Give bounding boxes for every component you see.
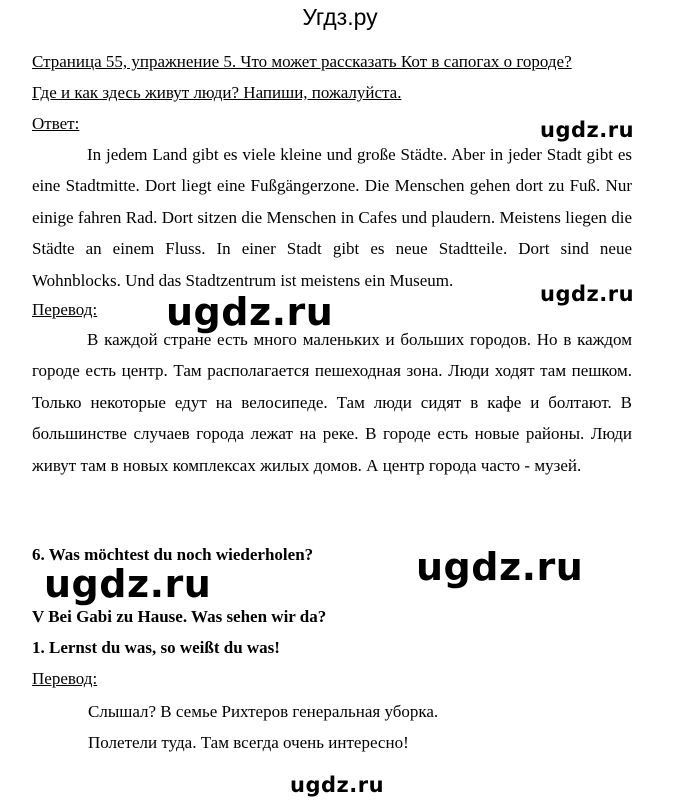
translation2-line-2: Полетели туда. Там всегда очень интересно! [88,733,409,752]
watermark-6: ugdz.ru [290,773,385,797]
task-line-1: Страница 55, упражнение 5. Что может рассказать Кот в сапогах о городе? [32,52,572,71]
translation-text: В каждой стране есть много маленьких и больших городов. Но в каждом городе есть центр. Там располагается пешеходная зона. Люди ходят там пешком. Только некоторые едут на велосипеде. Там люди сидят в кафе и болтают. В большинстве случаев города лежат на реке. В городе есть новые районы. Люди живут там в новых комплексах жилых домов. А центр города часто - музей. [32,330,632,475]
watermark-4: ugdz.ru [416,545,584,589]
watermark-2: ugdz.ru [540,282,635,306]
watermark-5: ugdz.ru [44,562,212,606]
task-line-2: Где и как здесь живут люди? Напиши, пожалуйста. [32,83,402,102]
translation-label: Перевод: [32,300,98,319]
site-title: Угдз.ру [302,4,378,30]
watermark-1: ugdz.ru [540,118,635,142]
heading-1: 1. Lernst du was, so weißt du was! [32,638,280,657]
heading-6: 6. Was möchtest du noch wiederholen? [32,545,314,564]
translation2-label: Перевод: [32,669,98,688]
heading-v: V Bei Gabi zu Hause. Was sehen wir da? [32,607,327,626]
translation2-line-1: Слышал? В семье Рихтеров генеральная уборка. [88,702,439,721]
answer-label: Ответ: [32,114,80,133]
watermark-3: ugdz.ru [166,290,334,334]
answer-text: In jedem Land gibt es viele kleine und große Städte. Aber in jeder Stadt gibt es eine Stadtmitte. Dort liegt eine Fußgängerzone. Die Menschen gehen dort zu Fuß. Nur einige fahren Rad. Dort sitzen die Menschen in Cafes und plaudern. Meistens liegen die Städte an einem Fluss. In einer Stadt gibt es neue Stadtteile. Dort sind neue Wohnblocks. Und das Stadtzentrum ist meistens ein Museum. [32,145,632,290]
